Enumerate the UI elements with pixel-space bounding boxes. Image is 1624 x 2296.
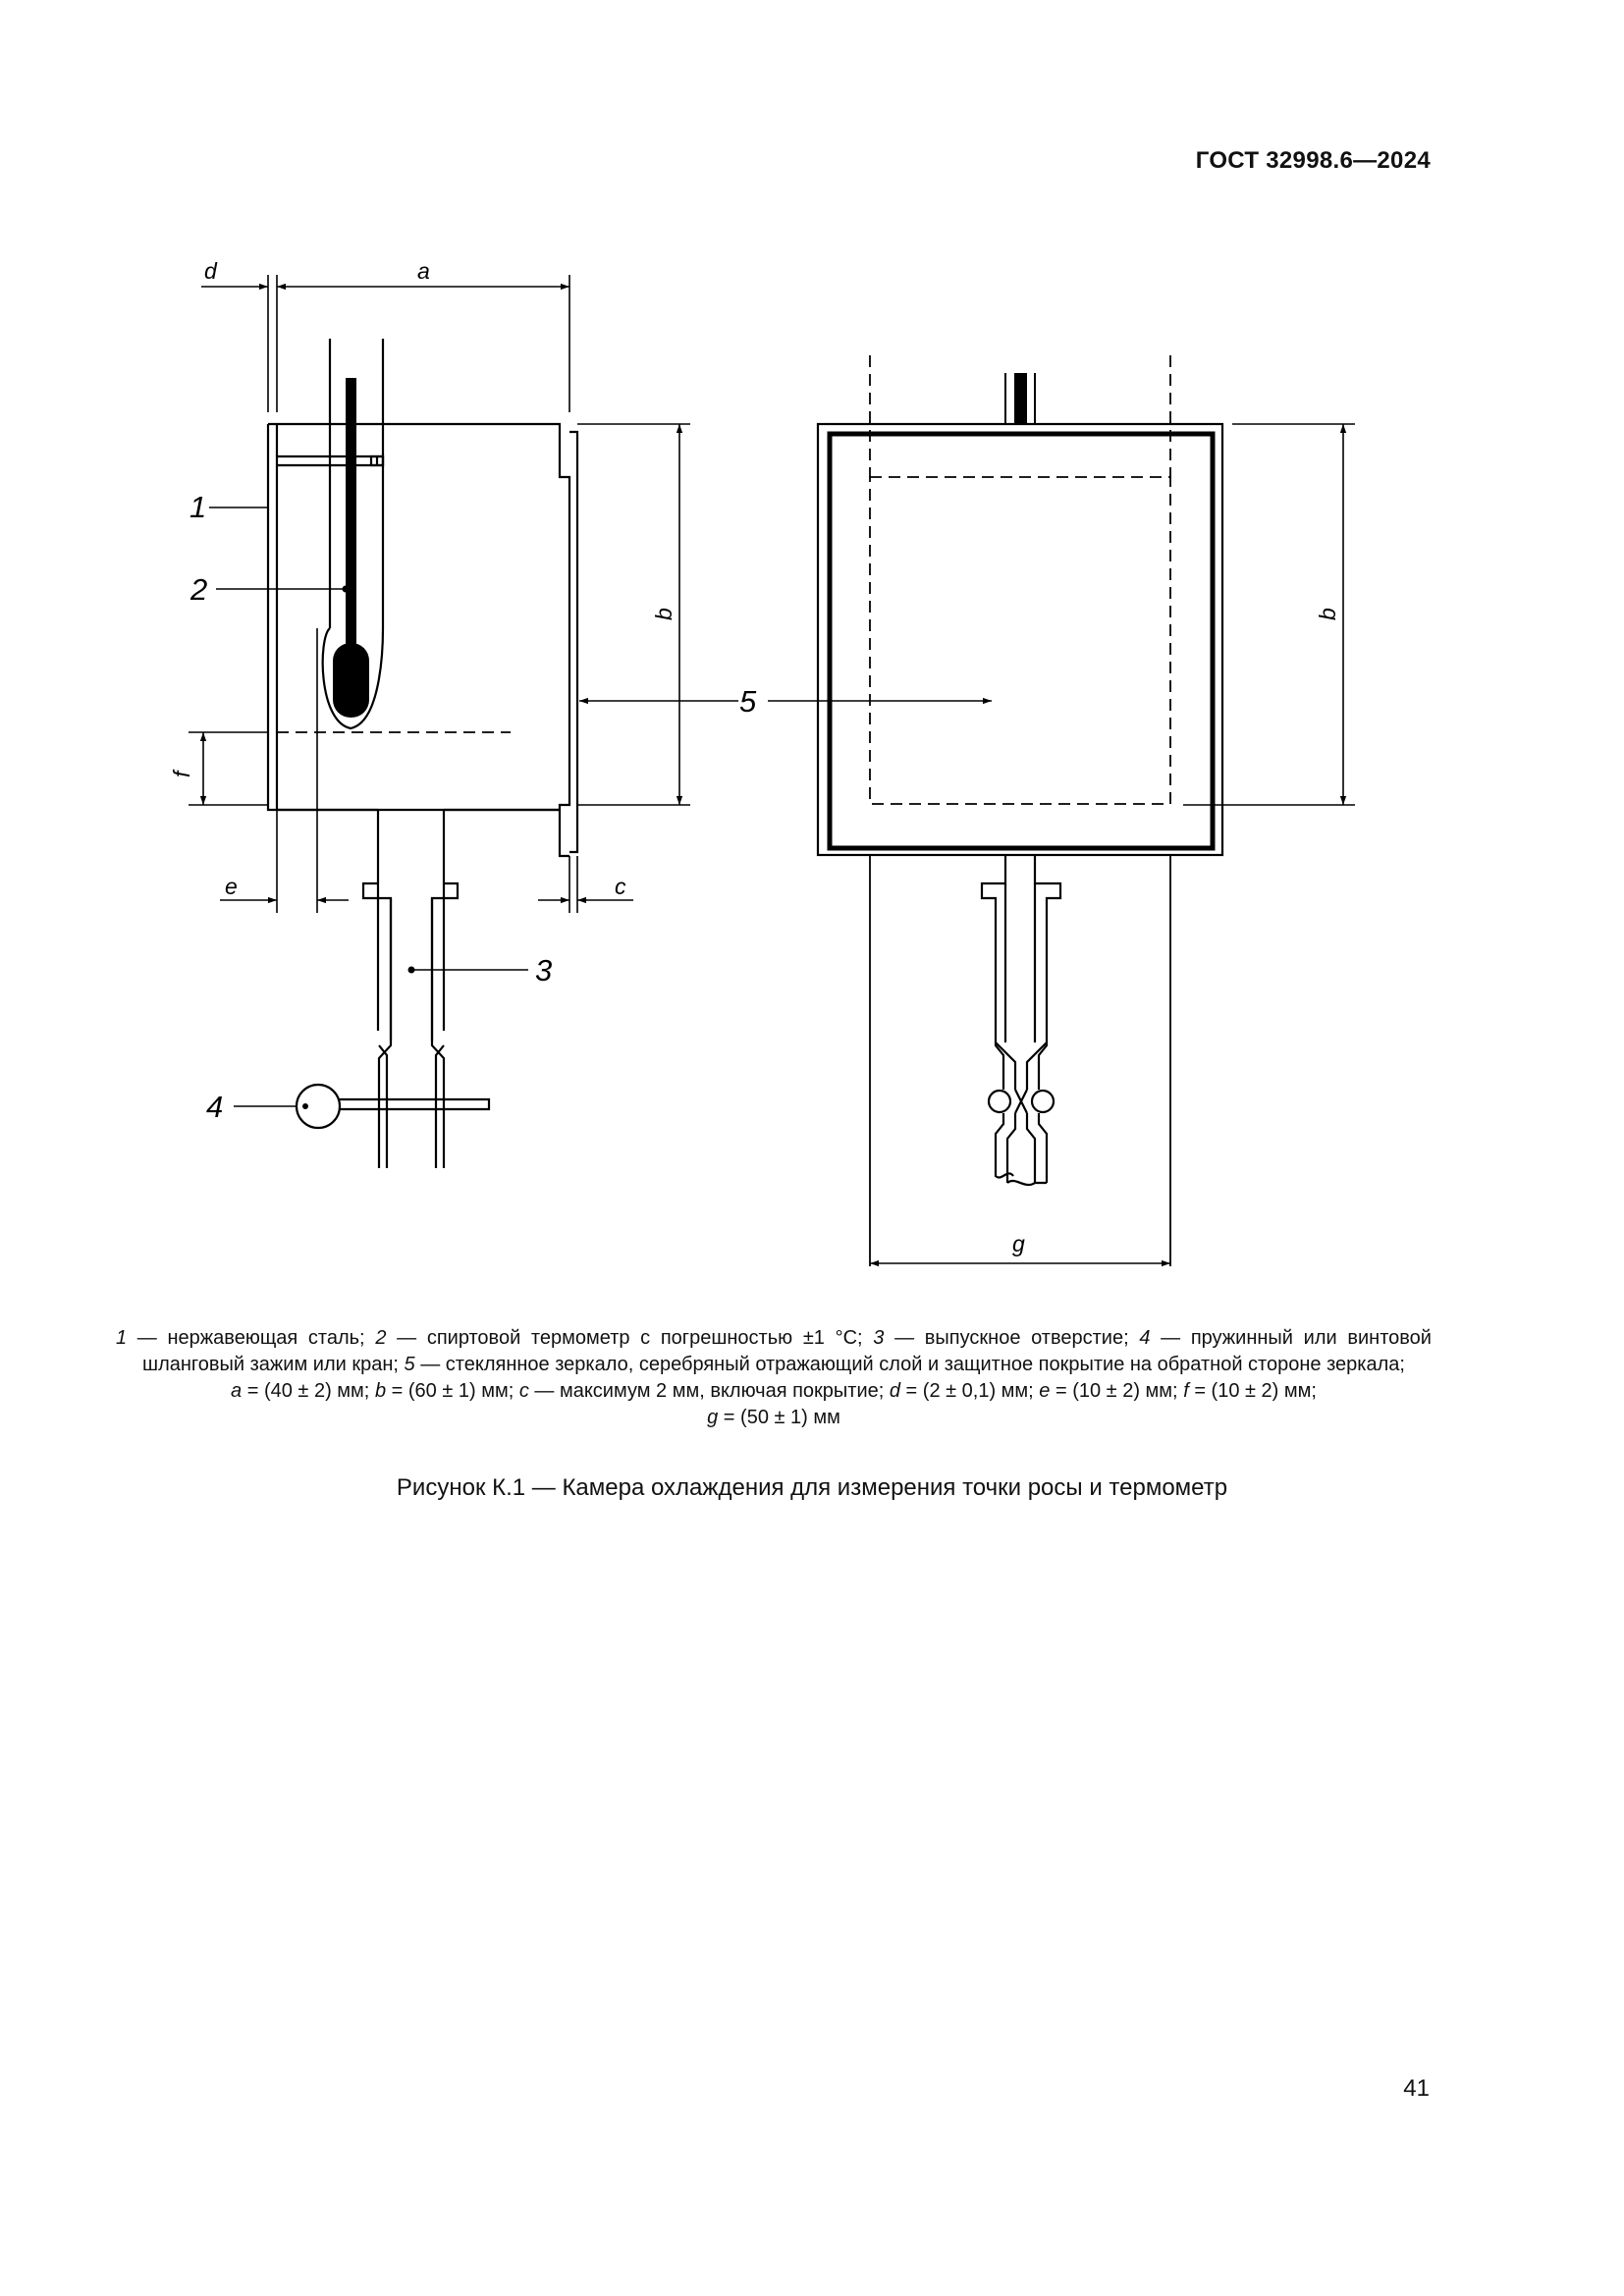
dim-text-e: = (10 ± 2) мм; xyxy=(1055,1380,1178,1402)
front-mirror-area xyxy=(870,477,1170,804)
document-id-header: ГОСТ 32998.6—2024 xyxy=(1195,147,1431,174)
dim-sym-e: e xyxy=(1039,1380,1051,1402)
legend-dimensions-1 xyxy=(116,1378,1432,1405)
dim-label-a: a xyxy=(417,258,430,284)
legend-text-3: выпускное отверстие; xyxy=(924,1327,1129,1349)
thermometer-bulb xyxy=(333,643,369,718)
front-frame-inner xyxy=(830,434,1213,848)
legend-num-5: 5 xyxy=(404,1354,415,1375)
dim-label-b-left: b xyxy=(651,608,677,620)
dim-label-g: g xyxy=(1012,1231,1025,1256)
dim-text-c: — максимум 2 мм, включая покрытие; xyxy=(534,1380,885,1402)
legend-text-1: нержавеющая сталь; xyxy=(167,1327,365,1349)
dim-sym-g: g xyxy=(707,1407,719,1428)
callout-1: 1 xyxy=(189,490,207,524)
front-frame-outer xyxy=(818,424,1222,855)
callout-2: 2 xyxy=(190,572,208,607)
dim-label-d: d xyxy=(204,258,217,284)
callout-4: 4 xyxy=(206,1090,224,1124)
front-clamp-left xyxy=(989,1091,1010,1112)
dim-sym-a: a xyxy=(231,1380,243,1402)
figure-legend xyxy=(116,1325,1432,1431)
callout-5: 5 xyxy=(739,684,757,719)
legend-text-5: стеклянное зеркало, серебряный отражающий слой и защитное покрытие на обратной стороне зеркала; xyxy=(445,1354,1405,1375)
thermometer-stem xyxy=(346,378,356,663)
dim-sym-f: f xyxy=(1183,1380,1189,1402)
dim-text-b: = (60 ± 1) мм; xyxy=(391,1380,514,1402)
legend-num-2: 2 xyxy=(375,1327,387,1349)
legend-dimensions-2 xyxy=(116,1405,1432,1431)
legend-num-4: 4 xyxy=(1139,1327,1151,1349)
front-thermometer-stem xyxy=(1014,373,1027,424)
page-number: 41 xyxy=(1403,2075,1430,2102)
dim-text-f: = (10 ± 2) мм; xyxy=(1194,1380,1317,1402)
dim-text-d: = (2 ± 0,1) мм; xyxy=(905,1380,1034,1402)
callout-3: 3 xyxy=(535,953,553,988)
legend-text-4: пружинный или винтовой шланговый зажим или кран; xyxy=(142,1327,1432,1375)
figure-caption: Рисунок К.1 — Камера охлаждения для измерения точки росы и термометр xyxy=(396,1474,1228,1501)
dim-sym-d: d xyxy=(889,1380,900,1402)
front-clamp-right xyxy=(1032,1091,1054,1112)
mirror-glass xyxy=(569,432,577,852)
dim-text-g: = (50 ± 1) мм xyxy=(723,1407,840,1428)
front-view xyxy=(818,355,1355,1266)
dim-sym-b: b xyxy=(374,1380,387,1402)
legend-text-2: спиртовой термометр с погрешностью ±1 °С; xyxy=(426,1327,863,1349)
side-view xyxy=(268,339,577,1168)
dim-sym-c: c xyxy=(518,1380,529,1402)
legend-items: 1 — нержавеющая сталь; 2 — спиртовой термометр с погрешностью ±1 °С; 3 — выпускное отверстие; 4 — пружинный или винтовой шланговый зажим или кран; 5 — стеклянное зеркало, серебряный отражающий слой и защитное покрытие на обратной стороне зеркала; xyxy=(116,1327,1432,1375)
dim-label-e: e xyxy=(225,874,238,899)
legend-num-1: 1 xyxy=(116,1327,128,1349)
dim-label-f: f xyxy=(169,771,194,777)
dim-text-a: = (40 ± 2) мм; xyxy=(246,1380,370,1402)
dim-label-c: c xyxy=(615,874,626,899)
dim-label-b-right: b xyxy=(1315,608,1340,620)
legend-num-3: 3 xyxy=(873,1327,885,1349)
chamber-body-outline xyxy=(268,424,569,856)
